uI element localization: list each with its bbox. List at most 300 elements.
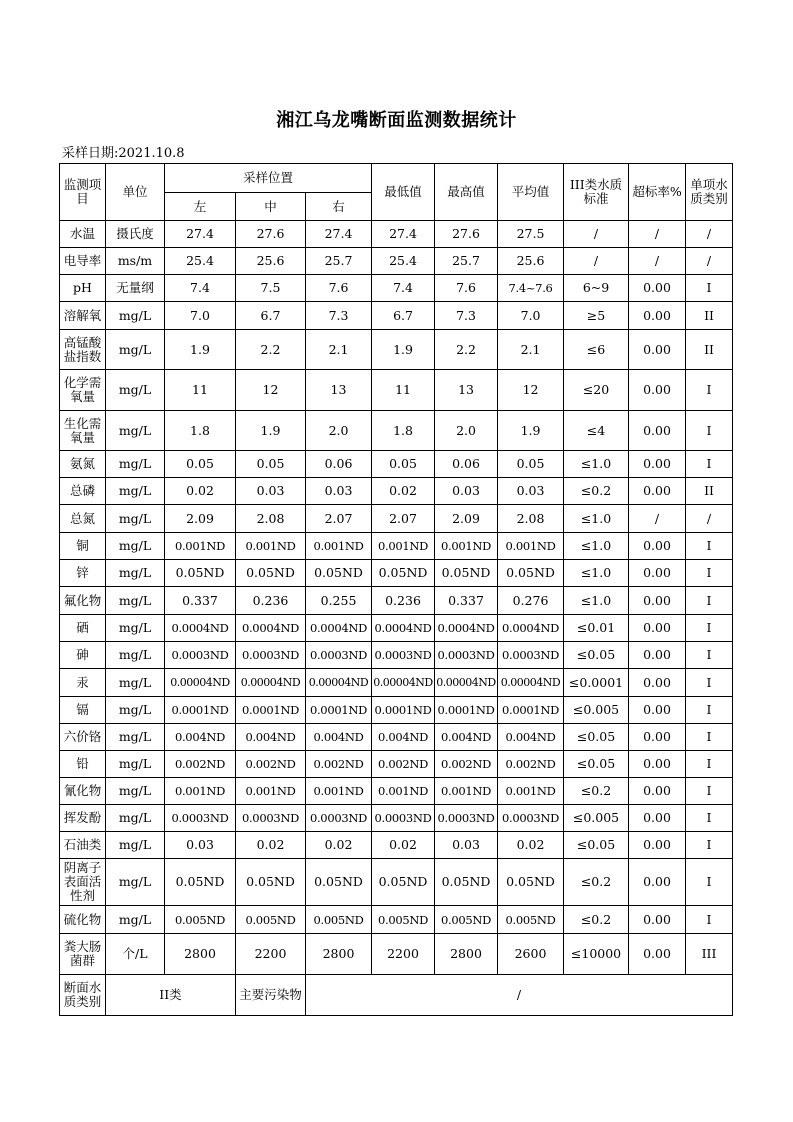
row-value: 0.0003ND xyxy=(165,642,236,669)
row-value: 0.002ND xyxy=(372,751,435,778)
row-value: I xyxy=(686,832,733,859)
table-row xyxy=(60,724,733,751)
row-item-name: 粪大肠菌群 xyxy=(60,934,106,975)
row-value: ≤20 xyxy=(564,370,629,411)
table-row xyxy=(60,451,733,478)
row-value: 0.0003ND xyxy=(236,642,306,669)
row-value: 0.05 xyxy=(165,451,236,478)
row-value: 0.03 xyxy=(435,478,498,505)
row-item-name: 氨氮 xyxy=(60,451,106,478)
row-item-name: 电导率 xyxy=(60,248,106,275)
row-value: 0.236 xyxy=(372,587,435,615)
row-value: ≤1.0 xyxy=(564,451,629,478)
row-value: ≤1.0 xyxy=(564,505,629,533)
row-value: / xyxy=(564,221,629,248)
row-unit: mg/L xyxy=(106,642,165,669)
row-item-name: 硒 xyxy=(60,615,106,642)
row-value: I xyxy=(686,370,733,411)
page-title: 湘江乌龙嘴断面监测数据统计 xyxy=(276,110,517,131)
row-value: 0.0004ND xyxy=(498,615,564,642)
row-value: 0.004ND xyxy=(498,724,564,751)
row-value: 1.9 xyxy=(236,411,306,451)
footer-row xyxy=(60,975,733,1016)
row-unit: mg/L xyxy=(106,751,165,778)
row-value: II xyxy=(686,478,733,505)
row-value: 0.001ND xyxy=(165,778,236,805)
row-value: 0.001ND xyxy=(165,533,236,560)
row-value: ≤0.2 xyxy=(564,778,629,805)
row-value: ≤0.05 xyxy=(564,832,629,859)
row-value: 0.337 xyxy=(435,587,498,615)
row-value: 0.0004ND xyxy=(165,615,236,642)
row-value: 0.00 xyxy=(629,778,686,805)
row-value: I xyxy=(686,533,733,560)
row-value: I xyxy=(686,859,733,906)
row-value: 0.00 xyxy=(629,478,686,505)
row-value: 0.02 xyxy=(165,478,236,505)
row-value: 0.05ND xyxy=(498,859,564,906)
row-value: 0.001ND xyxy=(236,778,306,805)
row-value: 0.00 xyxy=(629,642,686,669)
row-value: 2600 xyxy=(498,934,564,975)
row-value: I xyxy=(686,751,733,778)
row-value: 2.09 xyxy=(165,505,236,533)
row-unit: mg/L xyxy=(106,330,165,370)
row-value: 0.001ND xyxy=(498,778,564,805)
table-row xyxy=(60,221,733,248)
row-unit: mg/L xyxy=(106,451,165,478)
row-value: 0.02 xyxy=(236,832,306,859)
row-value: ≤0.2 xyxy=(564,859,629,906)
row-value: ≤0.2 xyxy=(564,478,629,505)
row-value: 7.4 xyxy=(372,275,435,302)
header-unit: 单位 xyxy=(106,164,165,221)
row-value: 2.08 xyxy=(498,505,564,533)
row-unit: mg/L xyxy=(106,587,165,615)
row-item-name: 总氮 xyxy=(60,505,106,533)
row-value: 12 xyxy=(236,370,306,411)
row-value: 0.337 xyxy=(165,587,236,615)
row-value: 2.07 xyxy=(372,505,435,533)
header-min: 最低值 xyxy=(372,164,435,221)
row-value: / xyxy=(629,505,686,533)
row-value: 0.0003ND xyxy=(498,642,564,669)
row-value: 7.0 xyxy=(165,302,236,330)
header-max: 最高值 xyxy=(435,164,498,221)
row-item-name: 锌 xyxy=(60,560,106,587)
row-value: 1.9 xyxy=(498,411,564,451)
row-value: 27.6 xyxy=(435,221,498,248)
row-value: 0.05ND xyxy=(165,859,236,906)
row-value: ≤0.2 xyxy=(564,906,629,934)
row-value: I xyxy=(686,587,733,615)
row-value: 0.00 xyxy=(629,934,686,975)
row-value: 2.07 xyxy=(306,505,372,533)
row-value: 13 xyxy=(435,370,498,411)
row-value: 0.05ND xyxy=(498,560,564,587)
header-right: 右 xyxy=(306,193,372,221)
row-unit: mg/L xyxy=(106,302,165,330)
table-row xyxy=(60,248,733,275)
row-value: ≤0.05 xyxy=(564,642,629,669)
row-unit: mg/L xyxy=(106,778,165,805)
row-unit: 摄氏度 xyxy=(106,221,165,248)
row-value: 25.7 xyxy=(306,248,372,275)
row-value: 0.005ND xyxy=(498,906,564,934)
row-value: 0.0001ND xyxy=(236,697,306,724)
table-row xyxy=(60,275,733,302)
row-value: 0.004ND xyxy=(236,724,306,751)
row-value: I xyxy=(686,697,733,724)
table-row xyxy=(60,330,733,370)
row-value: 1.9 xyxy=(372,330,435,370)
row-value: ≤10000 xyxy=(564,934,629,975)
table-row xyxy=(60,669,733,697)
row-value: 27.4 xyxy=(306,221,372,248)
row-value: ≤0.005 xyxy=(564,697,629,724)
row-value: 0.03 xyxy=(165,832,236,859)
row-value: 0.0003ND xyxy=(435,642,498,669)
row-value: 0.06 xyxy=(306,451,372,478)
row-value: / xyxy=(686,248,733,275)
row-value: 2.1 xyxy=(306,330,372,370)
row-value: 0.03 xyxy=(435,832,498,859)
row-value: 2.0 xyxy=(435,411,498,451)
footer-label: 断面水质类别 xyxy=(60,975,106,1016)
row-value: 0.02 xyxy=(306,832,372,859)
row-value: 2.0 xyxy=(306,411,372,451)
row-value: 0.005ND xyxy=(165,906,236,934)
row-unit: 无量纲 xyxy=(106,275,165,302)
row-value: 0.004ND xyxy=(435,724,498,751)
monitoring-data-table xyxy=(59,163,733,1016)
row-value: 27.6 xyxy=(236,221,306,248)
row-value: 0.0004ND xyxy=(372,615,435,642)
row-value: 0.00 xyxy=(629,805,686,832)
row-value: 0.0003ND xyxy=(498,805,564,832)
row-value: 7.4~7.6 xyxy=(498,275,564,302)
row-value: 0.005ND xyxy=(236,906,306,934)
table-row xyxy=(60,505,733,533)
row-value: 0.00 xyxy=(629,275,686,302)
row-item-name: 铅 xyxy=(60,751,106,778)
row-value: 0.00 xyxy=(629,859,686,906)
row-value: 0.002ND xyxy=(498,751,564,778)
row-unit: ms/m xyxy=(106,248,165,275)
row-unit: mg/L xyxy=(106,560,165,587)
row-item-name: 溶解氧 xyxy=(60,302,106,330)
table-row xyxy=(60,859,733,906)
row-unit: mg/L xyxy=(106,859,165,906)
row-value: 2800 xyxy=(165,934,236,975)
row-value: 0.001ND xyxy=(372,778,435,805)
footer-pollutant-label: 主要污染物 xyxy=(236,975,306,1016)
row-value: 0.00 xyxy=(629,906,686,934)
row-unit: mg/L xyxy=(106,370,165,411)
row-value: ≤0.01 xyxy=(564,615,629,642)
row-value: 2.2 xyxy=(435,330,498,370)
row-value: 0.05ND xyxy=(306,859,372,906)
row-value: I xyxy=(686,275,733,302)
header-category: 单项水质类别 xyxy=(686,164,733,221)
row-item-name: 化学需氧量 xyxy=(60,370,106,411)
table-row xyxy=(60,478,733,505)
row-value: 7.0 xyxy=(498,302,564,330)
row-item-name: 铜 xyxy=(60,533,106,560)
row-unit: 个/L xyxy=(106,934,165,975)
row-value: 25.6 xyxy=(236,248,306,275)
row-value: ≤6 xyxy=(564,330,629,370)
row-value: 0.05ND xyxy=(165,560,236,587)
row-value: 0.05ND xyxy=(306,560,372,587)
table-row xyxy=(60,934,733,975)
row-value: 0.004ND xyxy=(306,724,372,751)
row-value: 0.005ND xyxy=(435,906,498,934)
row-unit: mg/L xyxy=(106,805,165,832)
row-item-name: 镉 xyxy=(60,697,106,724)
header-avg: 平均值 xyxy=(498,164,564,221)
row-value: 0.05ND xyxy=(372,859,435,906)
row-value: 1.8 xyxy=(372,411,435,451)
row-value: 0.05ND xyxy=(435,859,498,906)
table-row xyxy=(60,302,733,330)
table-row xyxy=(60,697,733,724)
row-unit: mg/L xyxy=(106,724,165,751)
row-value: 0.0004ND xyxy=(236,615,306,642)
row-value: ≤1.0 xyxy=(564,533,629,560)
row-item-name: 生化需氧量 xyxy=(60,411,106,451)
row-item-name: 氟化物 xyxy=(60,587,106,615)
row-value: 7.3 xyxy=(435,302,498,330)
row-value: ≤4 xyxy=(564,411,629,451)
row-value: 0.0001ND xyxy=(372,697,435,724)
row-value: / xyxy=(629,221,686,248)
row-item-name: 六价铬 xyxy=(60,724,106,751)
row-value: 0.002ND xyxy=(236,751,306,778)
row-unit: mg/L xyxy=(106,411,165,451)
row-value: 0.0003ND xyxy=(306,642,372,669)
row-value: 11 xyxy=(165,370,236,411)
row-value: 0.00 xyxy=(629,560,686,587)
row-item-name: 水温 xyxy=(60,221,106,248)
table-row xyxy=(60,906,733,934)
table-row xyxy=(60,615,733,642)
header-middle: 中 xyxy=(236,193,306,221)
table-row xyxy=(60,370,733,411)
row-value: 0.001ND xyxy=(306,533,372,560)
row-unit: mg/L xyxy=(106,615,165,642)
table-row xyxy=(60,832,733,859)
row-value: 25.4 xyxy=(165,248,236,275)
row-value: / xyxy=(564,248,629,275)
row-value: 0.00004ND xyxy=(306,669,372,697)
row-value: 0.06 xyxy=(435,451,498,478)
row-value: I xyxy=(686,411,733,451)
row-value: 27.4 xyxy=(372,221,435,248)
row-value: I xyxy=(686,724,733,751)
row-value: 0.05 xyxy=(372,451,435,478)
row-value: 13 xyxy=(306,370,372,411)
row-value: 0.02 xyxy=(372,832,435,859)
row-value: 2.08 xyxy=(236,505,306,533)
row-value: 0.0003ND xyxy=(236,805,306,832)
row-value: ≤0.05 xyxy=(564,724,629,751)
row-value: 0.0001ND xyxy=(435,697,498,724)
row-value: 6.7 xyxy=(236,302,306,330)
row-value: 0.00 xyxy=(629,451,686,478)
row-value: I xyxy=(686,615,733,642)
row-value: 0.05ND xyxy=(236,560,306,587)
row-value: 0.00 xyxy=(629,411,686,451)
row-value: 2800 xyxy=(306,934,372,975)
row-value: 0.00004ND xyxy=(165,669,236,697)
row-value: 0.0004ND xyxy=(435,615,498,642)
row-value: 7.6 xyxy=(435,275,498,302)
row-value: 0.001ND xyxy=(435,533,498,560)
row-value: I xyxy=(686,805,733,832)
row-value: 0.001ND xyxy=(498,533,564,560)
row-value: I xyxy=(686,906,733,934)
row-value: 0.005ND xyxy=(306,906,372,934)
row-value: I xyxy=(686,451,733,478)
row-value: 0.00004ND xyxy=(435,669,498,697)
row-unit: mg/L xyxy=(106,478,165,505)
row-value: 0.001ND xyxy=(236,533,306,560)
row-unit: mg/L xyxy=(106,697,165,724)
row-value: 6.7 xyxy=(372,302,435,330)
table-row xyxy=(60,805,733,832)
table-row xyxy=(60,642,733,669)
table-row xyxy=(60,587,733,615)
row-item-name: 挥发酚 xyxy=(60,805,106,832)
row-value: 0.00004ND xyxy=(236,669,306,697)
row-value: 0.236 xyxy=(236,587,306,615)
row-item-name: 硫化物 xyxy=(60,906,106,934)
row-value: / xyxy=(686,221,733,248)
row-value: 7.3 xyxy=(306,302,372,330)
row-value: I xyxy=(686,778,733,805)
row-value: 0.02 xyxy=(372,478,435,505)
row-value: III xyxy=(686,934,733,975)
row-value: 25.7 xyxy=(435,248,498,275)
row-value: 0.002ND xyxy=(435,751,498,778)
row-value: 0.004ND xyxy=(372,724,435,751)
row-value: I xyxy=(686,642,733,669)
row-value: 0.002ND xyxy=(165,751,236,778)
row-value: 6~9 xyxy=(564,275,629,302)
row-value: 2.1 xyxy=(498,330,564,370)
row-value: 0.0001ND xyxy=(498,697,564,724)
row-value: 0.001ND xyxy=(435,778,498,805)
row-value: 0.0003ND xyxy=(165,805,236,832)
row-value: 0.001ND xyxy=(306,778,372,805)
row-value: 0.00 xyxy=(629,615,686,642)
row-value: 7.6 xyxy=(306,275,372,302)
row-value: 0.00 xyxy=(629,302,686,330)
row-item-name: 汞 xyxy=(60,669,106,697)
row-value: 0.276 xyxy=(498,587,564,615)
table-row xyxy=(60,751,733,778)
row-value: 25.4 xyxy=(372,248,435,275)
row-value: / xyxy=(629,248,686,275)
table-row xyxy=(60,533,733,560)
row-unit: mg/L xyxy=(106,669,165,697)
row-item-name: 石油类 xyxy=(60,832,106,859)
header-standard: III类水质标准 xyxy=(564,164,629,221)
row-value: 0.0001ND xyxy=(306,697,372,724)
table-row xyxy=(60,560,733,587)
row-value: 0.03 xyxy=(306,478,372,505)
row-item-name: 总磷 xyxy=(60,478,106,505)
row-value: 0.005ND xyxy=(372,906,435,934)
header-item: 监测项目 xyxy=(60,164,106,221)
row-value: 0.05 xyxy=(236,451,306,478)
header-position: 采样位置 xyxy=(165,164,372,193)
row-unit: mg/L xyxy=(106,832,165,859)
row-value: I xyxy=(686,669,733,697)
sampling-date: 采样日期:2021.10.8 xyxy=(62,146,185,161)
row-value: 2200 xyxy=(372,934,435,975)
row-value: 2.2 xyxy=(236,330,306,370)
row-value: I xyxy=(686,560,733,587)
row-unit: mg/L xyxy=(106,906,165,934)
row-value: II xyxy=(686,302,733,330)
header-exceed-rate: 超标率% xyxy=(629,164,686,221)
footer-category: II类 xyxy=(106,975,236,1016)
row-unit: mg/L xyxy=(106,505,165,533)
row-unit: mg/L xyxy=(106,533,165,560)
row-value: 0.00 xyxy=(629,533,686,560)
row-value: ≤0.0001 xyxy=(564,669,629,697)
row-value: ≤0.05 xyxy=(564,751,629,778)
row-value: 7.5 xyxy=(236,275,306,302)
row-value: 0.002ND xyxy=(306,751,372,778)
row-value: 0.05ND xyxy=(372,560,435,587)
row-value: 0.001ND xyxy=(372,533,435,560)
table-row xyxy=(60,778,733,805)
row-item-name: 砷 xyxy=(60,642,106,669)
row-value: / xyxy=(686,505,733,533)
row-value: 0.255 xyxy=(306,587,372,615)
row-value: 0.00004ND xyxy=(372,669,435,697)
row-value: 25.6 xyxy=(498,248,564,275)
table-row xyxy=(60,411,733,451)
row-value: 0.00 xyxy=(629,832,686,859)
row-value: 2800 xyxy=(435,934,498,975)
row-value: 1.8 xyxy=(165,411,236,451)
row-value: 0.03 xyxy=(498,478,564,505)
row-value: 27.5 xyxy=(498,221,564,248)
row-value: 0.00004ND xyxy=(498,669,564,697)
row-value: 27.4 xyxy=(165,221,236,248)
row-value: 12 xyxy=(498,370,564,411)
row-value: II xyxy=(686,330,733,370)
row-value: 11 xyxy=(372,370,435,411)
row-value: 2200 xyxy=(236,934,306,975)
row-value: 0.00 xyxy=(629,751,686,778)
row-value: 0.03 xyxy=(236,478,306,505)
row-value: 0.0003ND xyxy=(372,642,435,669)
row-value: 0.05 xyxy=(498,451,564,478)
row-item-name: pH xyxy=(60,275,106,302)
row-item-name: 氰化物 xyxy=(60,778,106,805)
row-value: 0.004ND xyxy=(165,724,236,751)
row-item-name: 高锰酸盐指数 xyxy=(60,330,106,370)
row-value: ≤1.0 xyxy=(564,587,629,615)
row-value: ≥5 xyxy=(564,302,629,330)
row-value: 1.9 xyxy=(165,330,236,370)
row-value: 0.00 xyxy=(629,697,686,724)
